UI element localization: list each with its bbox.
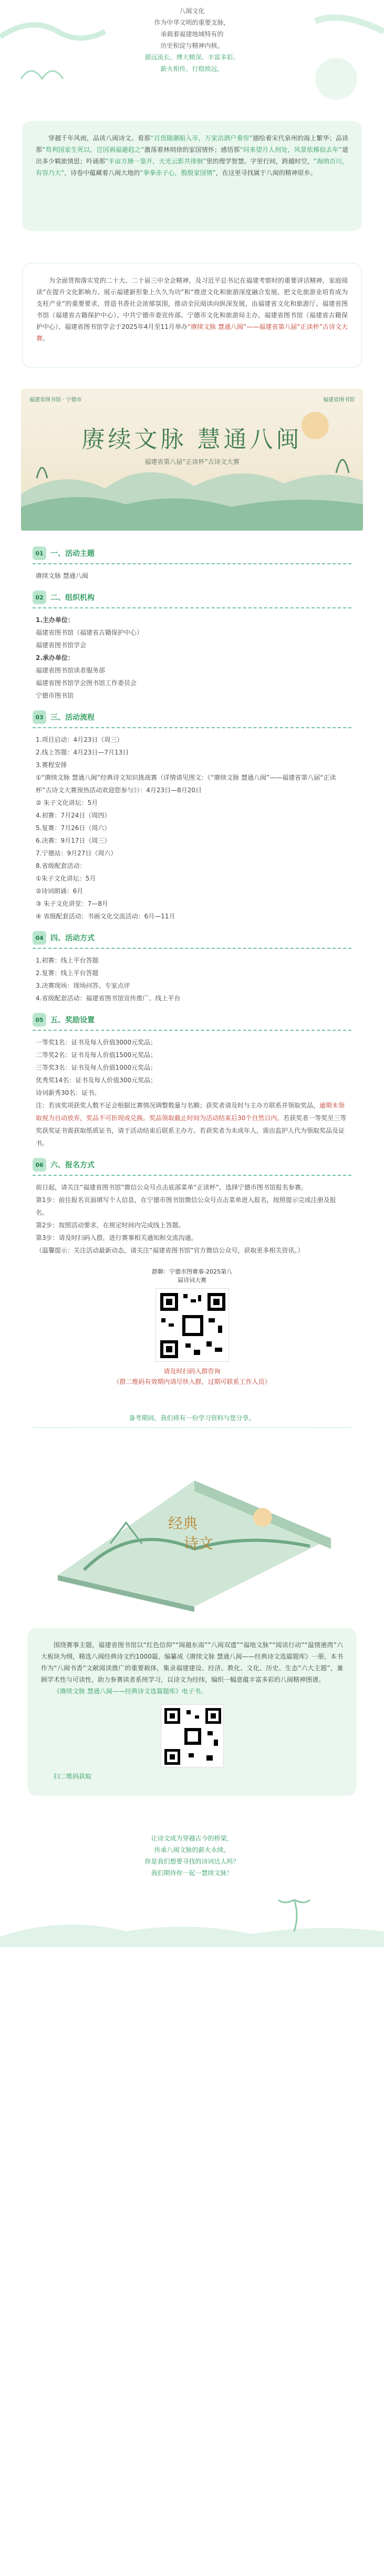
signup-line: 第2步：按照活动要求，在规定时间内完成线上答题。	[36, 1222, 185, 1229]
section-number: 二、	[50, 594, 65, 602]
text-run: 。	[43, 335, 49, 342]
ebook-card	[27, 1628, 357, 1796]
method-line: 4.省级配套活动：福建省图书馆宣传推广、线上平台	[36, 995, 181, 1002]
spacer	[0, 531, 384, 543]
text-run: 激荡着林则徐的家国情怀；感悟那	[144, 146, 240, 153]
signup-line: 第3步：请及时扫码入群，进行赛事相关通知和交流沟通。	[36, 1234, 198, 1242]
schedule-line: 3.赛程安排	[36, 761, 67, 769]
section-title-text: 活动流程	[65, 713, 95, 722]
footer-decoration	[0, 1879, 384, 1947]
ebook-qr-caption: 扫二维码获取	[54, 1773, 92, 1780]
spacer	[0, 1612, 384, 1628]
schedule-line: 8.省级配套活动：	[36, 862, 86, 870]
banner-subtitle: 福建省第八届“正读杯”古诗文大赛	[144, 458, 240, 465]
quote-run: “半亩方塘一鉴开，天光云影共徘徊”	[105, 158, 206, 165]
section-badge: 06	[33, 1158, 46, 1172]
section-badge: 02	[33, 591, 46, 604]
outro-line: 我们期待你一起一慧续文脉！	[151, 1869, 233, 1877]
outro-line: 传承八闽文脉的薪火永续。	[154, 1846, 230, 1854]
section-number: 六、	[50, 1161, 65, 1170]
section-6-body	[33, 1176, 351, 1262]
spacer	[0, 231, 384, 263]
award-line: 诗词新秀30名：证书。	[36, 1089, 101, 1096]
method-line: 2.复赛：线上平台答题	[36, 969, 99, 977]
section-2-body	[33, 608, 351, 707]
section-title-text: 奖励设置	[65, 1016, 95, 1025]
intro-line: 八闽文化	[179, 7, 205, 15]
method-line: 1.初赛：线上平台答题	[36, 957, 99, 964]
outro-line: 让诗文成为穿越古今的桥梁，	[151, 1835, 233, 1842]
section-3-title	[33, 707, 351, 728]
intro-card-paragraph	[36, 132, 348, 179]
text-run: 里的理学智慧。字里行间，跨越时空，	[206, 158, 314, 165]
section-title-text: 活动方式	[65, 934, 95, 943]
text-run: ，在这里寻找属于八闽的精神原乡。	[215, 169, 317, 177]
text-run: 为全面贯彻落实党的二十大、二十届三中全会精神，及习近平总书记在福建考察时的重要讲话精神，家庭阅读“在提升文化影响力、展示福建新形象上久久为功”和“推进文化和旅游深度融合发展、把文化旅游业培育成为支柱产业”的重要要求，营造书香社会浓郁氛围，推动全民阅读向纵深发展，由福建省文化和旅游厅、福建省图书馆（福建省古籍保护中心）、中共宁德市委宣传部、宁德市文化和旅游局主办，福建省图书馆（福建省古籍保护中心）、福建省图书馆学会于2025年4月至11月举办	[36, 277, 348, 330]
award-line: 三等奖3名：证书及每人价值1000元奖品；	[36, 1064, 157, 1071]
section-badge: 01	[33, 546, 46, 560]
section-number: 五、	[50, 1016, 65, 1025]
book-subtitle: 诗文	[184, 1535, 214, 1552]
intro-line: 承载着福建地域特有的	[160, 30, 224, 38]
intro-line: 作为中华文明的重要支脉，	[154, 19, 230, 26]
schedule-line: ③ 朱子文化讲堂：7—8月	[36, 900, 108, 907]
section-5-body	[33, 1031, 351, 1155]
spacer	[0, 1387, 384, 1408]
intro-lines	[0, 5, 384, 75]
section-badge: 04	[33, 931, 46, 945]
award-note	[36, 1099, 348, 1150]
background-paragraph	[36, 275, 348, 344]
section-number: 一、	[50, 550, 65, 558]
schedule-line: ①“赓续文脉 慧通八闽”经典诗文知识挑战赛（详情请见图文：《“赓续文脉 慧通八闽”——福建省第八届“正读杯”古诗文大赛预热活动欢迎您参与》）：4月23日—8月20日	[36, 774, 336, 794]
text-run: 描绘着宋代泉州的海上繁华；品读那	[36, 135, 348, 153]
section-title-text: 报名方式	[65, 1161, 95, 1170]
text-run: 道出多少羁旅情思；吟诵那	[36, 146, 348, 165]
event-banner	[21, 389, 363, 531]
section-number: 三、	[50, 713, 65, 722]
quote-run: “百货随潮船入市，万家沽酒户垂帘”	[150, 135, 253, 142]
org-line: 福建省图书馆学会	[36, 642, 87, 649]
ebook-paragraph: 围绕赛事主题，福建省图书馆以“红色信仰”“闽越东南”“八闽双遗”“福地文脉”“阅读行动”“温情港湾”六大板块为纲，精选八闽经典诗文约1000篇，编纂成《赓续文脉 慧通八闽——经典诗文选篇题库》一册。本书作为“八闽书香”文献阅读推广的重要载体，集录福建建设、经济、教化、文化、历史、生态“六大主题”，兼顾学术性与可读性，助力参赛读者系统学习，以诗文为经纬，编织一幅意蕴丰富多彩的八闽精神图谱。	[41, 1641, 343, 1683]
banner-logo-right: 福建省图书馆	[323, 397, 355, 403]
share-banner	[32, 1408, 352, 1428]
outro-line: 你是我们想要寻找的诗词达人吗？	[144, 1858, 240, 1865]
schedule-line: 5.复赛：7月26日（周六）	[36, 824, 111, 832]
section-5-title	[33, 1010, 351, 1031]
intro-card	[22, 121, 362, 231]
book-title: 经典	[168, 1515, 198, 1532]
outro-section	[0, 1833, 384, 1879]
org-line: 2.承办单位：	[36, 654, 74, 661]
section-title-text: 组织机构	[65, 594, 95, 602]
award-line: 优秀奖14名：证书及每人价值300元奖品；	[36, 1077, 157, 1084]
ebook-line: 《赓续文脉 慧通八闽——经典诗文选篇题库》电子书。	[54, 1688, 207, 1695]
quote-run: “苟利国家生死以，岂因祸福避趋之”	[42, 146, 144, 153]
quote-run: “同来望月人何处，风景依稀似去年”	[240, 146, 342, 153]
intro-line: 历史积淀与精神内核。	[160, 42, 224, 49]
section-6-title	[33, 1155, 351, 1176]
qr-header: 届诗词大赛	[178, 1277, 206, 1284]
qr-caption-sub: （群二维码有效期内请尽快入群，过期可联系工作人员）	[113, 1378, 271, 1385]
intro-line: 源远流长、博大精深、丰富多彩。	[144, 54, 240, 61]
ebook-qr-code[interactable]	[161, 1704, 224, 1767]
section-title-text: 活动主题	[65, 550, 95, 558]
org-line: 福建省图书馆学会图书馆工作委员会	[36, 679, 137, 687]
method-line: 3.决赛现场：现场问答、专家点评	[36, 982, 130, 989]
group-qr-block	[0, 1267, 384, 1387]
section-badge: 05	[33, 1013, 46, 1027]
section-1-title	[33, 543, 351, 564]
quote-run: “海纳百川，有容乃大”	[36, 158, 348, 177]
schedule-line: ② 朱子文化讲坛：5月	[36, 799, 98, 806]
footer-landscape	[0, 1879, 384, 1947]
text-run: ，诗卷中蕴藏着八闽大地的	[64, 169, 140, 177]
org-line: 宁德市图书馆	[36, 692, 74, 699]
theme-text: 赓续文脉 慧通八闽	[36, 572, 88, 580]
group-qr-code[interactable]	[155, 1288, 229, 1362]
schedule-line: ①朱子文化讲坛：5月	[36, 875, 96, 882]
org-line: 1.主办单位：	[36, 616, 74, 624]
spacer	[0, 1428, 384, 1439]
schedule-line: ②诗词朗诵：6月	[36, 887, 84, 895]
schedule-line: 4.初赛：7月24日（周四）	[36, 812, 111, 819]
schedule-line: 7.宁德站：9月27日（周六）	[36, 850, 117, 857]
section-1-body	[33, 564, 351, 587]
award-line: 二等奖2名：证书及每人价值1500元奖品；	[36, 1051, 157, 1059]
signup-line: 前日起，请关注“福建省图书馆”微信公众号点击底部菜单“正读杯”，选择宁德市图书馆报名参赛。	[36, 1184, 307, 1191]
schedule-line: ④ 省级配套活动：书画文化交流活动：6月—11月	[36, 913, 175, 920]
share-text: 备考期间，我们将有一份学习资料与您分享。	[129, 1414, 255, 1422]
qr-caption: 请及时扫码入群咨询	[163, 1368, 221, 1375]
background-card	[22, 263, 362, 368]
schedule-line: 1.项目启动：4月23日（周三）	[36, 736, 123, 743]
spacer	[0, 1796, 384, 1833]
qr-header: 群聊：宁德市图赛事-2025第八	[152, 1268, 232, 1275]
award-line: 一等奖1名：证书及每人价值3000元奖品；	[36, 1039, 157, 1046]
schedule-line: 6.决赛：9月17日（周三）	[36, 837, 111, 844]
section-badge: 03	[33, 710, 46, 724]
banner-title: 赓续文脉 慧通八闽	[81, 426, 303, 453]
spacer	[0, 368, 384, 389]
signup-note: （温馨提示：关注活动最新动态，请关注“福建省图书馆”官方微信公众号，获取更多相关资讯。）	[36, 1247, 304, 1254]
text-run: 注：若该奖项获奖人数不足会根据比赛情况调整数量与名额；获奖者请及时与主办方联系并领取奖品，	[36, 1102, 320, 1109]
quote-run: “拳拳赤子心，殷殷家国情”	[140, 169, 216, 177]
section-3-body	[33, 728, 351, 928]
text-run: 穿越千年风雨，品读八闽诗文。看那	[48, 135, 151, 142]
schedule-line: 2.线上答题：4月23日—7月13日	[36, 749, 129, 756]
text-run: 若获奖者一等奖至三等奖获奖证书需获取纸质证书，请于活动结束后联系主办方。若获奖者为未成年人，需由监护人代为领取奖品及证书。	[36, 1114, 347, 1147]
highlight-run: “赓续文脉 慧通八闽”——福建省第八届“正读杯”古诗文大赛	[36, 323, 348, 342]
highlight-run: 逾期未领取视为自动放弃，奖品不可折现或兑换。奖品领取截止时间为活动结束后30个自然日内。	[36, 1102, 345, 1122]
banner-logo-left: 福建省图书馆 · 宁德市	[29, 397, 82, 403]
section-number: 四、	[50, 934, 65, 943]
signup-line: 第1步：前往报名页面填写个人信息，在宁德市图书馆微信公众号点击菜单进入报名，按照提示完成注册及报名。	[36, 1196, 336, 1216]
org-line: 福建省图书馆（福建省古籍保护中心）	[36, 629, 143, 636]
book-image	[37, 1439, 347, 1612]
org-line: 福建省图书馆读者服务部	[36, 667, 106, 674]
section-4-body	[33, 949, 351, 1010]
section-2-title	[33, 587, 351, 608]
intro-line: 薪火相传，行稳致远，	[160, 65, 224, 73]
intro-section	[0, 0, 384, 121]
section-4-title	[33, 928, 351, 949]
